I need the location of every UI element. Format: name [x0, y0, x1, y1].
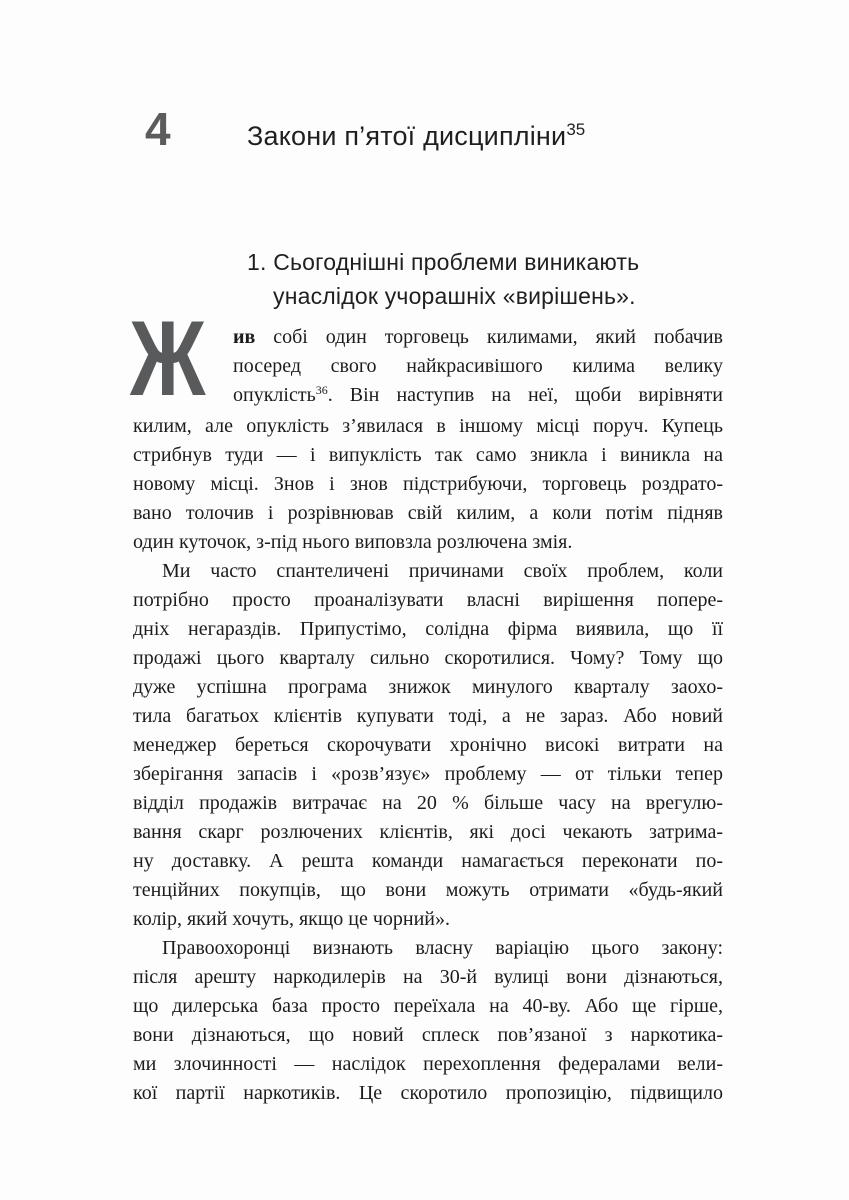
paragraph-3 — [133, 934, 723, 1108]
text-line: Правоохоронці визнають власну варіацію цього закону: — [162, 937, 723, 959]
chapter-title — [247, 120, 586, 151]
text-line: один куточок, з-під нього виповзла розлючена змія. — [133, 531, 573, 553]
chapter-number: 4 — [145, 103, 171, 155]
text-line: продажі цього кварталу сильно скоротилися. Чому? Тому що — [133, 647, 723, 669]
lead-word-bold: ив — [233, 326, 256, 348]
section-heading-number: 1. — [247, 249, 267, 275]
text-line: після арешту наркодилерів на 30-й вулиці вони дізнаються, — [133, 966, 723, 988]
text-line: новому місці. Знов і знов підстрибуючи, торговець роздрато- — [133, 473, 723, 495]
body-text — [130, 298, 723, 1108]
paragraph-2 — [133, 557, 723, 934]
text-line: посеред свого найкрасивішого килима велику — [233, 355, 723, 377]
text-line: зберігання запасів і «розв’язує» проблему — от тільки тепер — [133, 763, 723, 785]
text-line: тила багатьох клієнтів купувати тоді, а не зараз. Або новий — [133, 705, 723, 727]
text-line: потрібно просто проаналізувати власні вирішення попере- — [133, 589, 723, 611]
text-line: тенційних покупців, що вони можуть отримати «будь-який — [133, 879, 723, 901]
text-line: стрибнув туди — і випуклість так само зникла і виникла на — [133, 444, 723, 466]
chapter-header — [133, 103, 849, 155]
text-line: вання скарг розлючених клієнтів, які досі чекають затрима- — [133, 821, 723, 843]
text-line: кої партії наркотиків. Це скоротило пропозицію, підвищило — [133, 1082, 723, 1104]
section-heading-line — [247, 245, 849, 279]
paragraph-1 — [130, 298, 723, 557]
text-line: дуже успішна програма знижок минулого кварталу заохо- — [133, 676, 723, 698]
text-line: вони дізнаються, що новий сплеск пов’язаної з наркотика- — [133, 1024, 723, 1046]
section-heading-text: Сьогоднішні проблеми виникають — [273, 249, 640, 275]
text-line: опуклість$^{36}$. Він наступив на неї, щоби вирівняти — [233, 383, 723, 406]
text-line: ну доставку. А решта команди намагається переконати по- — [133, 850, 723, 872]
text-line: ив собі один торговець килимами, який побачив — [233, 326, 723, 348]
footnote-ref-36: 36 — [315, 383, 328, 397]
text-line: відділ продажів витрачає на 20 % більше часу на врегулю- — [133, 792, 723, 814]
footnote-ref-35: 35 — [566, 120, 586, 139]
text-line: килим, але опуклість з’явилася в іншому місці поруч. Купець — [133, 415, 723, 437]
chapter-title-text: Закони п’ятої дисципліни — [247, 121, 567, 151]
text-line: що дилерська база просто переїхала на 40-ву. Або ще гірше, — [133, 995, 723, 1017]
section-heading-line: унаслідок учорашніх «вирішень». — [273, 283, 636, 309]
text-line: вано толочив і розрівнював свій килим, а коли потім підняв — [133, 502, 723, 524]
text-line: колір, який хочуть, якщо це чорний». — [133, 908, 451, 930]
section-heading — [247, 245, 849, 313]
drop-cap-letter: Ж — [130, 298, 206, 418]
text-line: менеджер береться скорочувати хронічно високі витрати на — [133, 734, 723, 756]
text-line: ми злочинності — наслідок перехоплення федералами вели- — [133, 1053, 723, 1075]
drop-cap — [130, 298, 211, 418]
text-line: дніх негараздів. Припустімо, солідна фірма виявила, що її — [133, 618, 723, 640]
text-line: Ми часто спантеличені причинами своїх проблем, коли — [162, 560, 723, 582]
